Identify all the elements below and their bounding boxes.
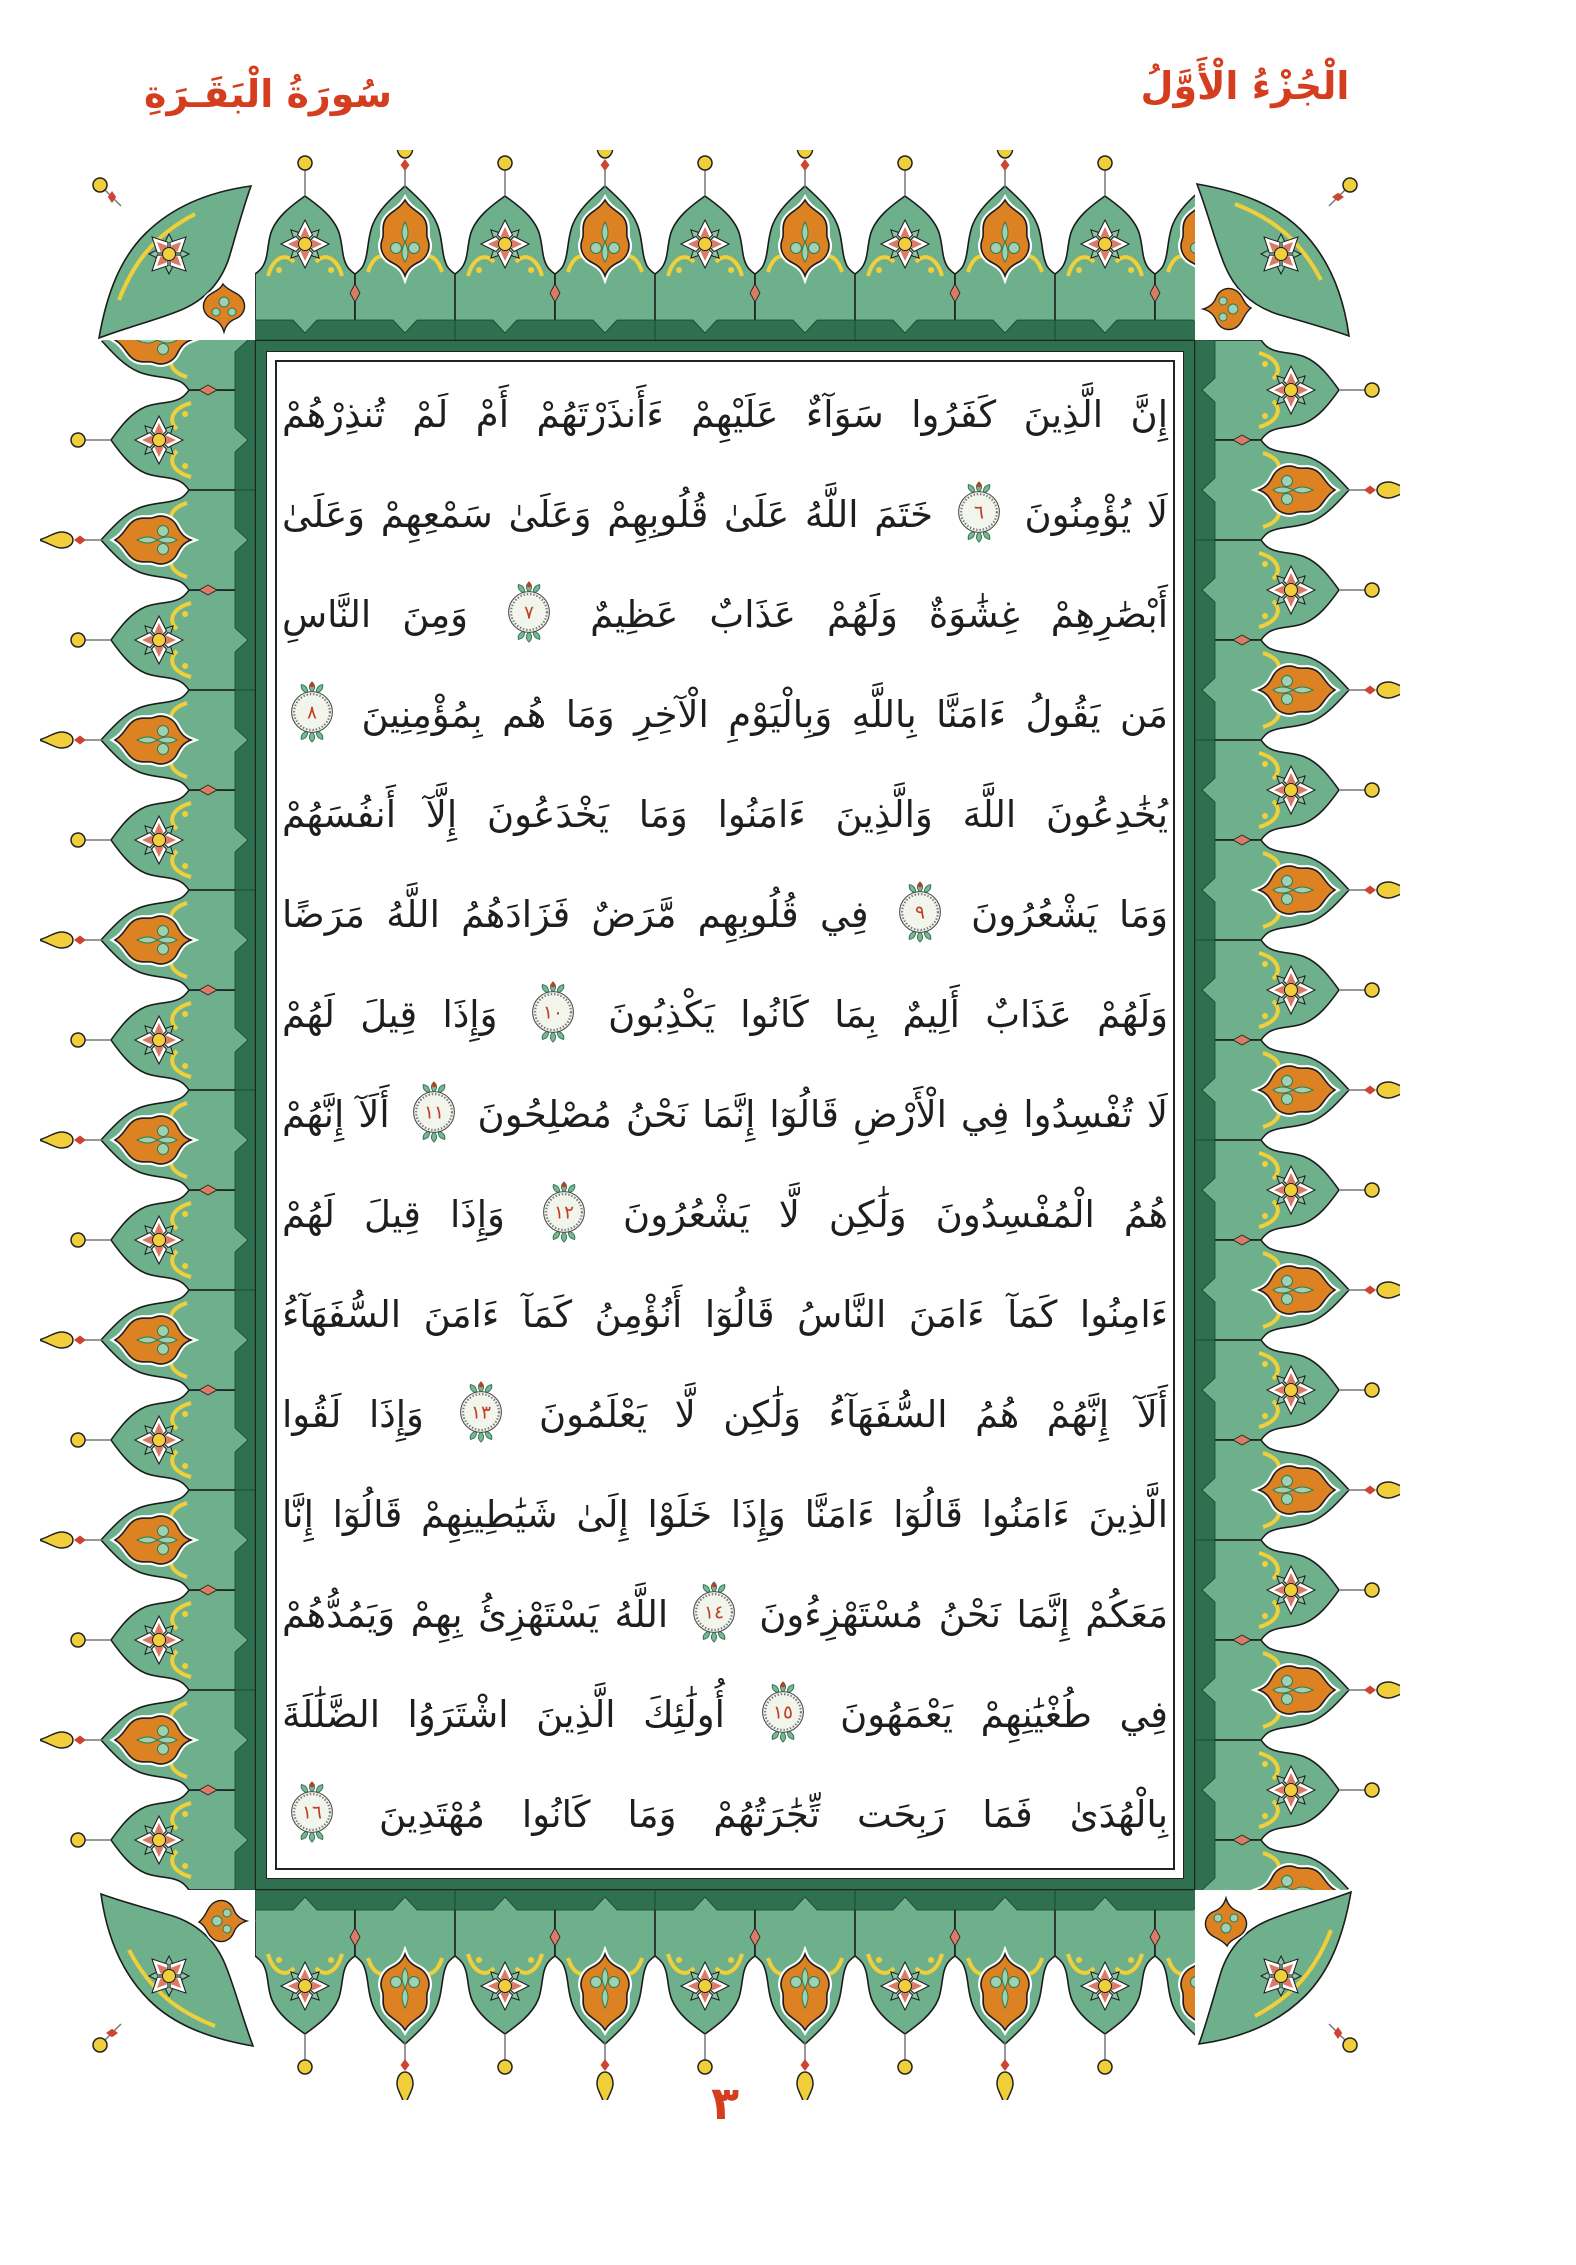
quran-text-segment: لَا تُفْسِدُوا فِي الْأَرْضِ قَالُوٓا إِنَّمَا نَحْنُ مُصْلِحُونَ xyxy=(477,1093,1169,1136)
quran-text-segment: هُمُ الْمُفْسِدُونَ وَلَٰكِن لَّا يَشْعُرُونَ xyxy=(623,1193,1169,1236)
juz-title: الْجُزْءُ الْأَوَّلُ xyxy=(1140,64,1350,108)
diamond-finial-icon xyxy=(40,732,103,748)
quran-text-segment: فِي طُغْيَٰنِهِمْ يَعْمَهُونَ xyxy=(840,1693,1168,1736)
diamond-finial-icon xyxy=(40,1732,103,1748)
svg-text:٨: ٨ xyxy=(307,702,317,724)
quran-text-segment: يُخَٰدِعُونَ اللَّهَ وَالَّذِينَ ءَامَنُوا وَمَا يَخْدَعُونَ إِلَّآ أَنفُسَهُمْ xyxy=(282,793,1168,836)
border-band-top xyxy=(255,180,1195,340)
svg-text:١١: ١١ xyxy=(423,1102,444,1124)
svg-text:٩: ٩ xyxy=(914,902,925,924)
quran-line-13 xyxy=(282,1567,1168,1663)
ayah-marker-ornament xyxy=(895,881,945,943)
svg-text:١٢: ١٢ xyxy=(553,1202,574,1224)
svg-text:٧: ٧ xyxy=(524,602,535,624)
quran-text-segment: ءَامِنُوا كَمَآ ءَامَنَ النَّاسُ قَالُوٓا أَنُؤْمِنُ كَمَآ ءَامَنَ السُّفَهَآءُ xyxy=(282,1293,1168,1336)
quran-line-7 xyxy=(282,967,1168,1063)
quran-text-segment: فِي قُلُوبِهِم مَّرَضٌ فَزَادَهُمُ اللَّهُ مَرَضًا xyxy=(282,893,869,936)
quran-text-segment: مَن يَقُولُ ءَامَنَّا بِاللَّهِ وَبِالْيَوْمِ الْآخِرِ وَمَا هُم بِمُؤْمِنِينَ xyxy=(361,693,1168,736)
quran-line-10 xyxy=(282,1267,1168,1363)
border-band-right xyxy=(1195,340,1355,1890)
page-number: ٣ xyxy=(710,2076,740,2130)
svg-text:١٣: ١٣ xyxy=(471,1402,492,1424)
quran-line-9 xyxy=(282,1167,1168,1263)
quran-text-segment: أَلَآ إِنَّهُمْ xyxy=(282,1093,390,1136)
quran-text-segment: اللَّهُ يَسْتَهْزِئُ بِهِمْ وَيَمُدُّهُمْ xyxy=(282,1593,669,1636)
ayah-marker xyxy=(689,1581,739,1679)
ayah-marker xyxy=(539,1181,589,1279)
border-band-left xyxy=(95,340,255,1890)
quran-text-segment: الَّذِينَ ءَامَنُوا قَالُوٓا ءَامَنَّا وَإِذَا خَلَوْا إِلَىٰ شَيَٰطِينِهِمْ قَالُوٓا إِنَّا xyxy=(282,1493,1168,1536)
quran-line-12 xyxy=(282,1467,1168,1563)
svg-text:١٤: ١٤ xyxy=(703,1602,724,1624)
svg-text:١٦: ١٦ xyxy=(302,1802,322,1824)
quran-text-segment: وَإِذَا قِيلَ لَهُمْ xyxy=(282,993,498,1036)
quran-text-segment: وَمَا يَشْعُرُونَ xyxy=(971,893,1168,936)
quran-text-segment: أَلَآ إِنَّهُمْ هُمُ السُّفَهَآءُ وَلَٰكِن لَّا يَعْلَمُونَ xyxy=(538,1393,1168,1436)
quran-line-1 xyxy=(282,367,1168,463)
diamond-finial-icon xyxy=(40,1332,103,1348)
quran-line-14 xyxy=(282,1667,1168,1763)
ayah-marker-ornament xyxy=(954,481,1004,543)
diamond-finial-icon xyxy=(40,932,103,948)
svg-text:١٠: ١٠ xyxy=(542,1002,563,1024)
quran-text-segment: وَمِنَ النَّاسِ xyxy=(282,593,469,636)
ayah-marker-ornament xyxy=(409,1081,459,1143)
quran-text-segment: أَبْصَٰرِهِمْ غِشَٰوَةٌ وَلَهُمْ عَذَابٌ عَظِيمٌ xyxy=(590,593,1169,636)
ayah-marker-ornament xyxy=(758,1681,808,1743)
ayah-marker xyxy=(456,1381,506,1479)
quran-text-area xyxy=(282,367,1168,1863)
quran-line-5 xyxy=(282,767,1168,863)
quran-text-segment: أُولَٰئِكَ الَّذِينَ اشْتَرَوُا الضَّلَٰلَةَ xyxy=(282,1693,725,1736)
surah-title: سُورَةُ الْبَقَـرَةِ xyxy=(144,72,392,116)
border-band-bottom xyxy=(255,1890,1195,2050)
quran-line-11 xyxy=(282,1367,1168,1463)
diamond-finial-icon xyxy=(40,532,103,548)
quran-text-segment: لَا يُؤْمِنُونَ xyxy=(1024,493,1168,536)
ayah-marker-ornament xyxy=(287,1781,337,1843)
quran-text-segment: وَلَهُمْ عَذَابٌ أَلِيمٌ بِمَا كَانُوا يَكْذِبُونَ xyxy=(608,993,1168,1036)
quran-text-segment: وَإِذَا لَقُوا xyxy=(282,1393,424,1436)
quran-line-6 xyxy=(282,867,1168,963)
svg-text:١٥: ١٥ xyxy=(772,1702,793,1724)
quran-text-segment: بِالْهُدَىٰ فَمَا رَبِحَت تِّجَٰرَتُهُمْ وَمَا كَانُوا مُهْتَدِينَ xyxy=(379,1793,1168,1836)
ayah-marker xyxy=(409,1081,459,1179)
ayah-marker xyxy=(528,981,578,1079)
ayah-marker xyxy=(287,681,337,779)
ayah-marker-ornament xyxy=(287,681,337,743)
quran-line-2 xyxy=(282,467,1168,563)
diamond-finial-icon xyxy=(40,1132,103,1148)
ayah-marker-ornament xyxy=(456,1381,506,1443)
quran-line-4 xyxy=(282,667,1168,763)
quran-text-segment: إِنَّ الَّذِينَ كَفَرُوا سَوَآءٌ عَلَيْهِمْ ءَأَنذَرْتَهُمْ أَمْ لَمْ تُنذِرْهُمْ xyxy=(282,393,1168,436)
ayah-marker-ornament xyxy=(539,1181,589,1243)
ayah-marker xyxy=(895,881,945,979)
ayah-marker-ornament xyxy=(689,1581,739,1643)
ayah-marker xyxy=(287,1781,337,1879)
ayah-marker-ornament xyxy=(504,581,554,643)
ayah-marker xyxy=(954,481,1004,579)
quran-text-segment: خَتَمَ اللَّهُ عَلَىٰ قُلُوبِهِمْ وَعَلَىٰ سَمْعِهِمْ وَعَلَىٰ xyxy=(282,493,933,536)
ayah-marker-ornament xyxy=(528,981,578,1043)
quran-text-segment: مَعَكُمْ إِنَّمَا نَحْنُ مُسْتَهْزِءُونَ xyxy=(759,1593,1169,1636)
quran-line-3 xyxy=(282,567,1168,663)
quran-text-segment: وَإِذَا قِيلَ لَهُمْ xyxy=(282,1193,505,1236)
quran-line-8 xyxy=(282,1067,1168,1163)
diamond-finial-icon xyxy=(40,1532,103,1548)
ayah-marker xyxy=(758,1681,808,1779)
svg-text:٦: ٦ xyxy=(973,502,984,524)
quran-line-15 xyxy=(282,1767,1168,1863)
ayah-marker xyxy=(504,581,554,679)
